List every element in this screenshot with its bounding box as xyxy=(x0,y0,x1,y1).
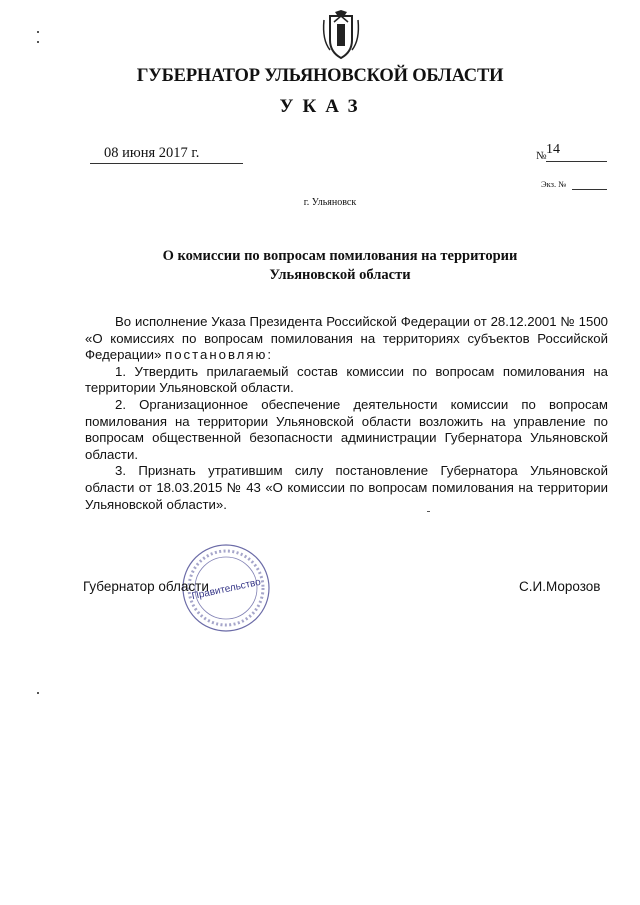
intro-paragraph xyxy=(85,314,608,364)
decree-verb: постановляю: xyxy=(165,347,274,363)
signatory-position: Губернатор области xyxy=(83,579,209,594)
title-line-2: Ульяновской области xyxy=(269,267,411,283)
copy-number-underline xyxy=(572,189,607,190)
number-underline xyxy=(546,161,607,162)
signatory-name: С.И.Морозов xyxy=(519,579,601,594)
item-1-paragraph: 1. Утвердить прилагаемый состав комиссии по вопросам помилования на территории Ульяновской области. xyxy=(85,363,608,396)
scan-speck xyxy=(37,692,39,694)
number-sign: № xyxy=(536,150,547,162)
document-number: 14 xyxy=(546,142,560,157)
scan-speck xyxy=(37,31,39,33)
document-date: 08 июня 2017 г. xyxy=(104,145,200,161)
coat-of-arms-emblem xyxy=(318,10,364,62)
place-of-issue: г. Ульяновск xyxy=(303,197,357,208)
seal-center-text: Правительство xyxy=(190,576,262,603)
date-underline xyxy=(90,163,243,164)
intro-text: Во исполнение Указа Президента Российской Федерации от 28.12.2001 № 1500 «О комиссиях по вопросам помилования на территориях субъектов Российской Федерации» xyxy=(85,314,608,363)
document-body xyxy=(85,314,608,513)
copy-number-label: Экз. № xyxy=(541,179,567,189)
title-line-1: О комиссии по вопросам помилования на территории xyxy=(162,248,518,264)
document-type-heading: УКАЗ xyxy=(279,96,367,117)
item-2-paragraph: 2. Организационное обеспечение деятельности комиссии по вопросам помилования на территории Ульяновской области возложить на управление по вопросам общественной безопасности администрации Губернатора Ульяновской области. xyxy=(85,396,608,462)
issuer-heading: ГУБЕРНАТОР УЛЬЯНОВСКОЙ ОБЛАСТИ xyxy=(136,66,504,86)
scan-speck xyxy=(427,511,430,512)
document-title xyxy=(130,247,550,285)
item-3-paragraph: 3. Признать утратившим силу постановление Губернатора Ульяновской области от 18.03.2015 № 43 «О комиссии по вопросам помилования на территории Ульяновской области». xyxy=(85,463,608,512)
scan-speck xyxy=(37,41,39,43)
